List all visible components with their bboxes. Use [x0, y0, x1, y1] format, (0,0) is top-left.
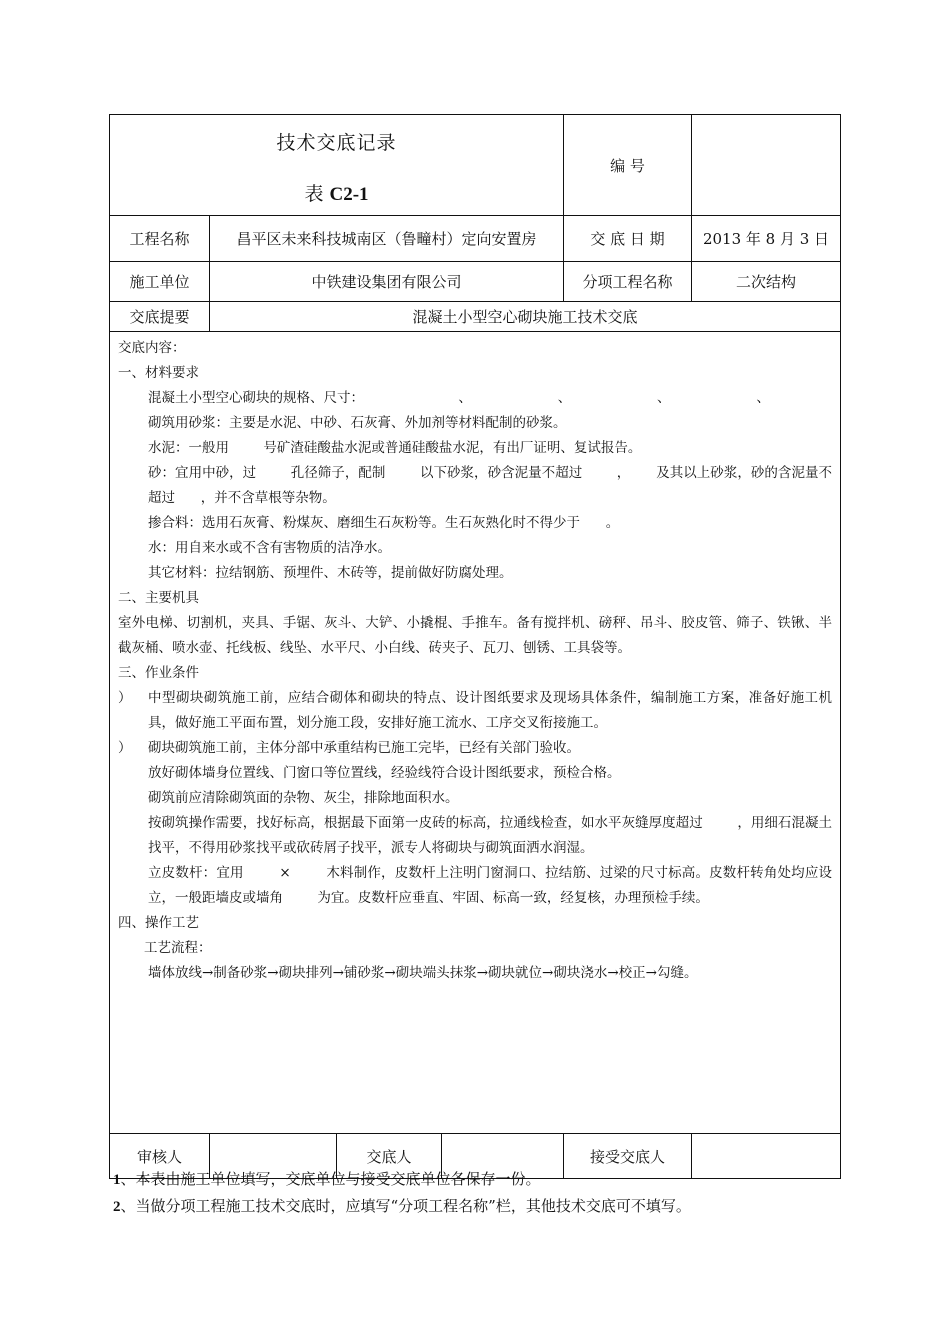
form-title-cell: [110, 115, 564, 216]
content-body: [110, 332, 841, 1134]
content-heading: 交底内容：: [118, 340, 186, 356]
note-2: 2、当做分项工程施工技术交底时，应填写“分项工程名称”栏，其他技术交底可不填写。: [113, 1197, 691, 1215]
form-title: 技术交底记录: [276, 132, 397, 154]
note-1: 1、本表由施工单位填写，交底单位与接受交底单位各保存一份。: [113, 1170, 541, 1188]
materials-line: 混凝土小型空心砌块的规格、尺寸： 、 、 、 、: [148, 390, 770, 406]
process-line: 工艺流程：: [144, 940, 212, 956]
subproject-value[interactable]: 二次结构: [692, 262, 841, 302]
contractor-label: 施工单位: [110, 262, 210, 302]
materials-line: 砂：宜用中砂，过 孔径筛子，配制 以下砂浆，砂含泥量不超过 ， 及其以上砂浆，砂的含泥量不超过 ，并不含草根等杂物。: [148, 465, 833, 506]
conditions-line: 立皮数杆：宜用 × 木料制作，皮数杆上注明门窗洞口、拉结筋、过梁的尺寸标高。皮数杆转角处均应设立，一般距墙皮或墙角 为宜。皮数杆应垂直、牢固、标高一致，经复核，办理预检手续。: [148, 865, 833, 906]
receiver-value[interactable]: [692, 1134, 841, 1179]
section-process: 四、操作工艺: [118, 915, 199, 931]
materials-line: 水泥：一般用 号矿渣硅酸盐水泥或普通硅酸盐水泥，有出厂证明、复试报告。: [148, 440, 642, 456]
subproject-label: 分项工程名称: [564, 262, 692, 302]
reviewer-label: 审核人: [110, 1134, 210, 1179]
conditions-line: 砌筑前应清除砌筑面的杂物、灰尘，排除地面积水。: [148, 790, 459, 806]
form-notes: [113, 1166, 691, 1220]
section-materials: 一、材料要求: [118, 365, 199, 381]
process-flow: 墙体放线→制备砂浆→砌块排列→铺砂浆→砌块端头抹浆→砌块就位→砌块浇水→校正→勾缝。: [148, 965, 698, 981]
item-marker: ）: [118, 740, 132, 756]
tools-line: 室外电梯、切割机，夹具、手锯、灰斗、大铲、小撬棍、手推车。备有搅拌机、磅秤、吊斗、胶皮管、筛子、铁锹、半截灰桶、喷水壶、托线板、线坠、水平尺、小白线、砖夹子、瓦刀、刨锈、工具袋等。: [118, 615, 833, 656]
contractor-value[interactable]: 中铁建设集团有限公司: [210, 262, 564, 302]
disclosure-form: [109, 114, 840, 1179]
materials-line: 掺合料：选用石灰膏、粉煤灰、磨细生石灰粉等。生石灰熟化时不得少于 。: [148, 515, 620, 531]
date-value[interactable]: 2013 年 8 月 3 日: [692, 216, 841, 262]
materials-line: 水：用自来水或不含有害物质的洁净水。: [148, 540, 391, 556]
materials-line: 其它材料：拉结钢筋、预埋件、木砖等，提前做好防腐处理。: [148, 565, 513, 581]
form-code: 表 C2-1: [304, 183, 369, 205]
conditions-line: 放好砌体墙身位置线、门窗口等位置线，经验线符合设计图纸要求，预检合格。: [148, 765, 621, 781]
form-table: [109, 114, 841, 1179]
receiver-label: 接受交底人: [564, 1134, 692, 1179]
conditions-item: ） 中型砌块砌筑施工前，应结合砌体和砌块的特点、设计图纸要求及现场具体条件，编制施工方案，准备好施工机具，做好施工平面布置，划分施工段，安排好施工流水、工序交叉衔接施工。: [118, 686, 832, 736]
summary-value[interactable]: 混凝土小型空心砌块施工技术交底: [210, 302, 841, 332]
conditions-item: ） 砌块砌筑施工前，主体分部中承重结构已施工完毕，已经有关部门验收。: [118, 736, 832, 761]
project-name-label: 工程名称: [110, 216, 210, 262]
number-value[interactable]: [692, 115, 841, 216]
section-conditions: 三、作业条件: [118, 665, 199, 681]
project-name-value[interactable]: 昌平区未来科技城南区（鲁疃村）定向安置房: [210, 216, 564, 262]
number-label: 编 号: [564, 115, 692, 216]
conditions-line: 按砌筑操作需要，找好标高，根据最下面第一皮砖的标高，拉通线检查，如水平灰缝厚度超过 ，用细石混凝土找平，不得用砂浆找平或砍砖屑子找平，派专人将砌块与砌筑面洒水润湿。: [148, 815, 833, 856]
summary-label: 交底提要: [110, 302, 210, 332]
item-marker: ）: [118, 690, 132, 706]
section-tools: 二、主要机具: [118, 590, 199, 606]
discloser-label: 交底人: [337, 1134, 442, 1179]
date-label: 交 底 日 期: [564, 216, 692, 262]
materials-line: 砌筑用砂浆：主要是水泥、中砂、石灰膏、外加剂等材料配制的砂浆。: [148, 415, 567, 431]
